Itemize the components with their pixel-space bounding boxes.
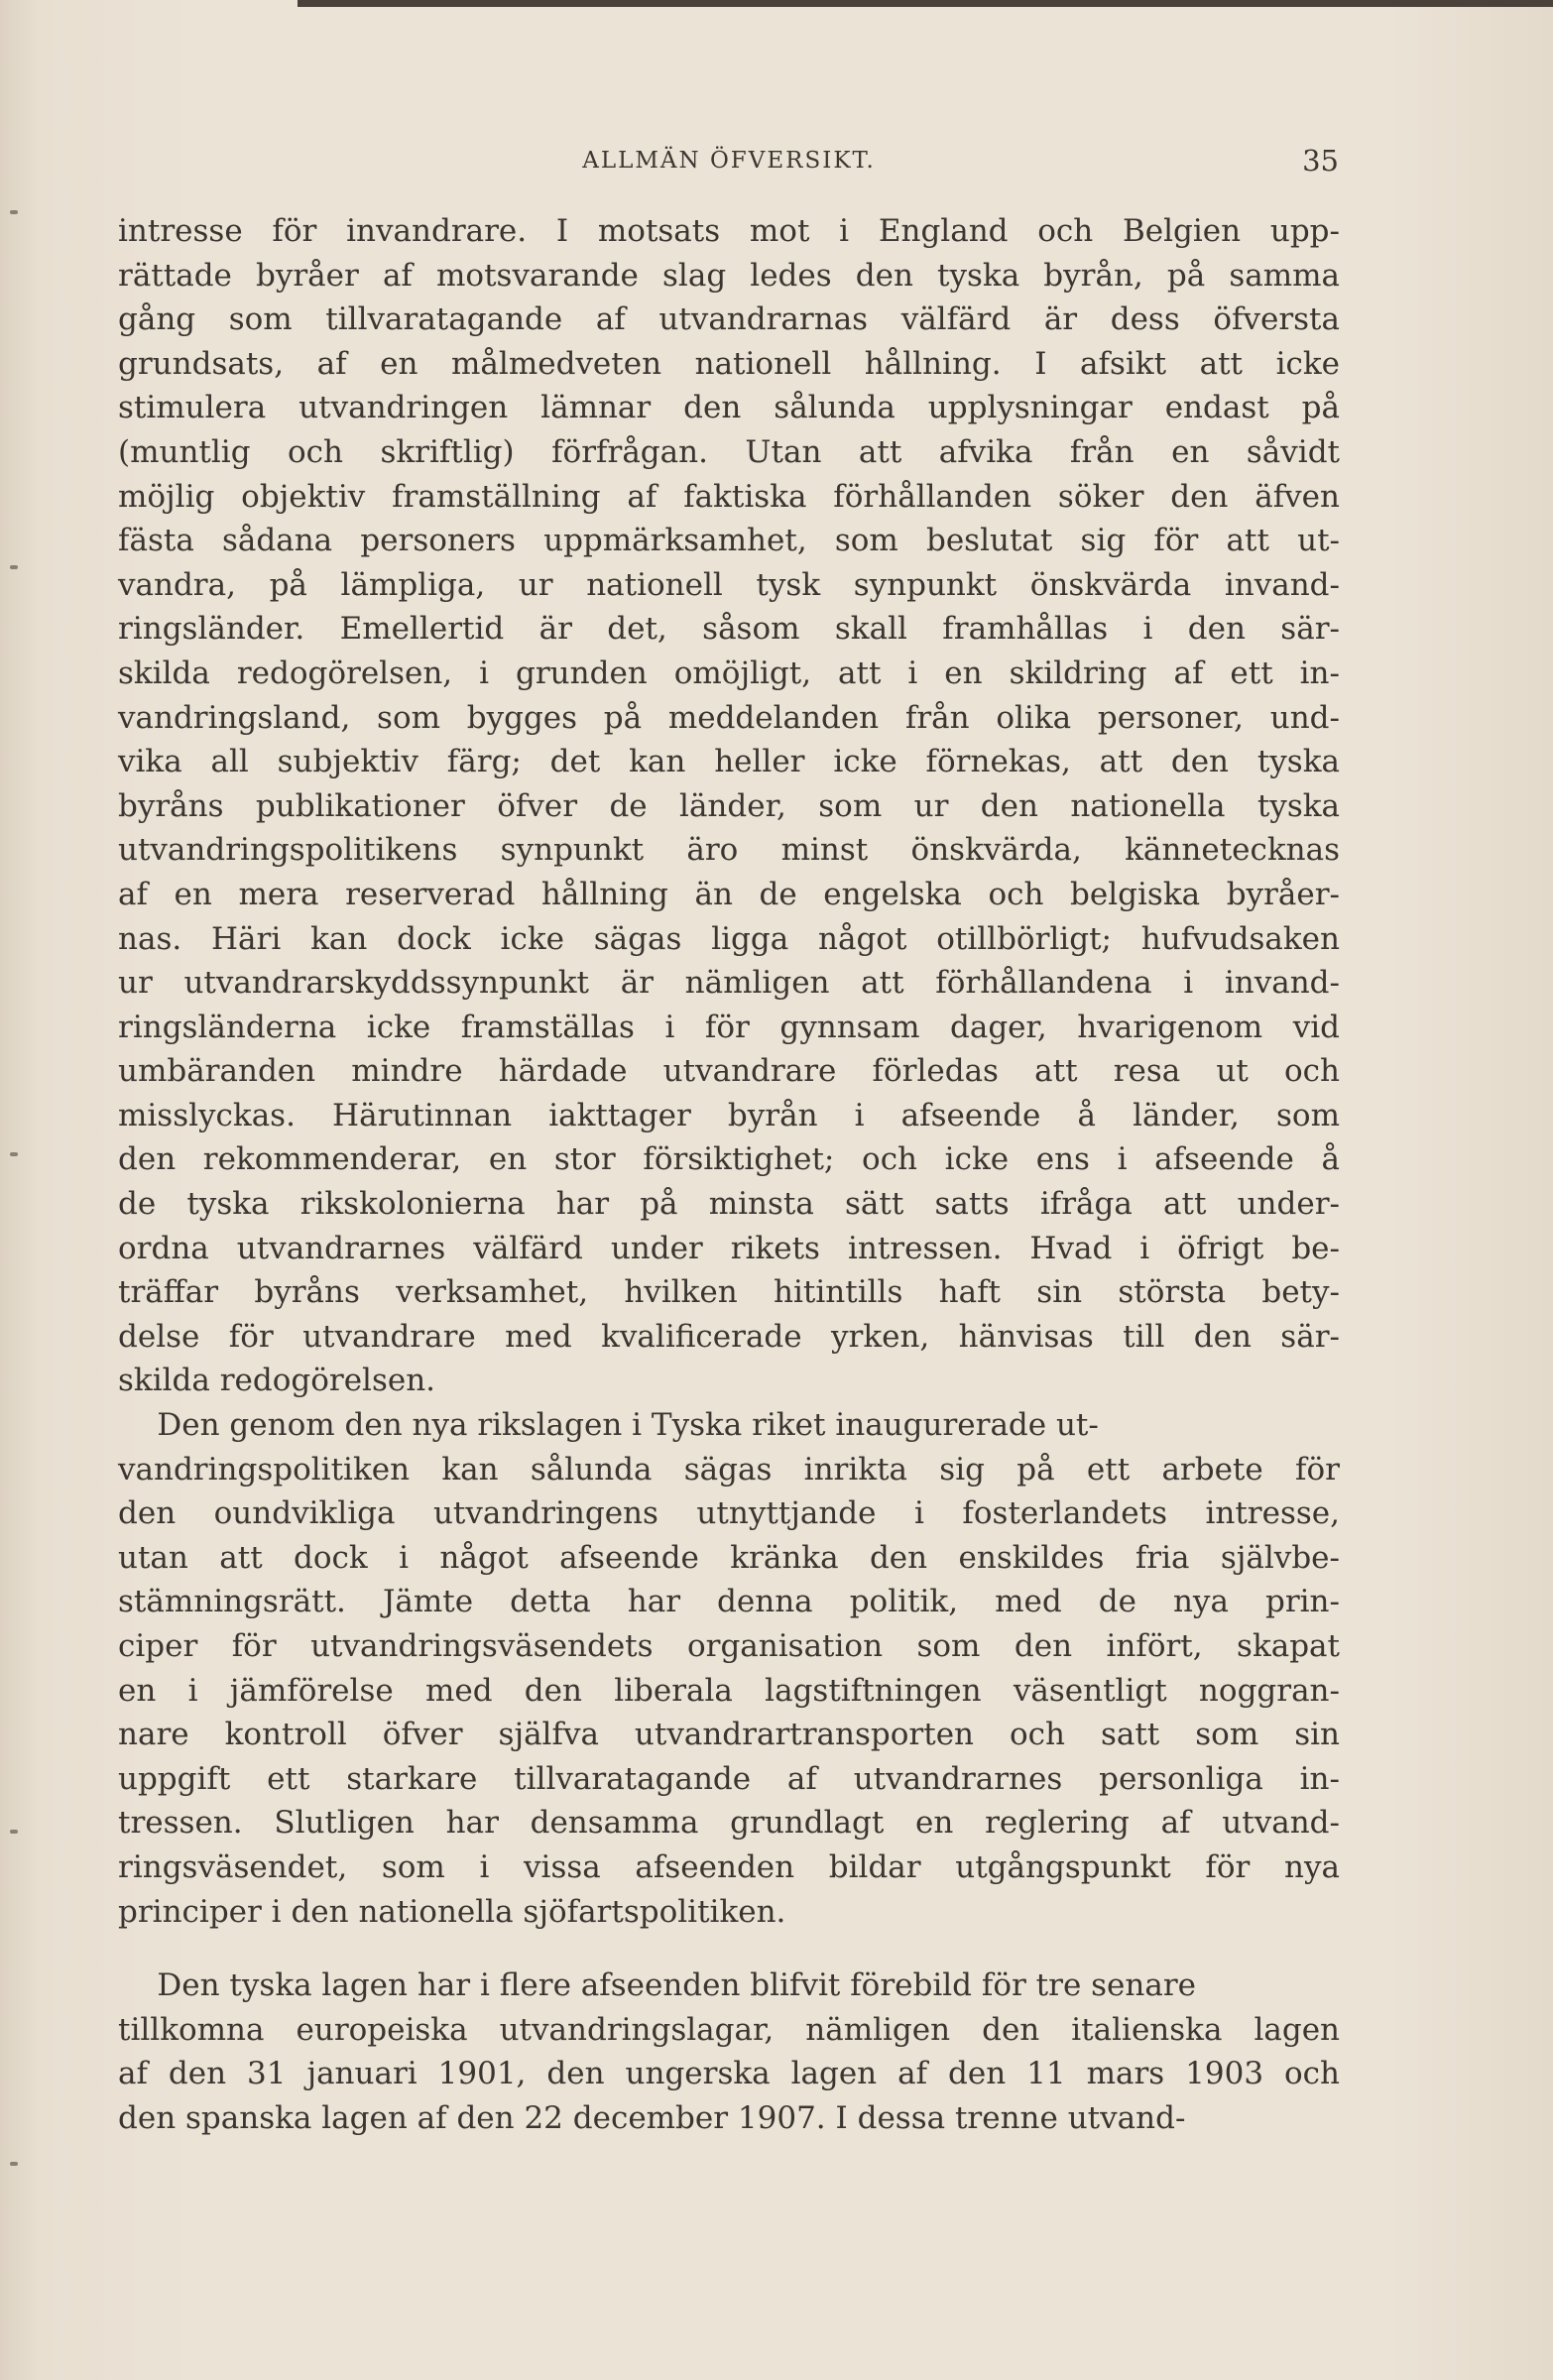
text-line: af den 31 januari 1901, den ungerska lagen af den 11 mars 1903 och (118, 2056, 1340, 2092)
running-title: ALLMÄN ÖFVERSIKT. (582, 148, 876, 174)
text-line: tressen. Slutligen har densamma grundlagt en reglering af utvand- (118, 1805, 1340, 1842)
text-line: grundsats, af en målmedveten nationell hållning. I afsikt att icke (118, 345, 1340, 382)
page-number: 35 (1302, 144, 1339, 178)
text-line: stimulera utvandringen lämnar den sålunda upplysningar endast på (118, 390, 1340, 426)
body-text (118, 209, 1340, 2141)
text-line: den spanska lagen af den 22 december 1907. I dessa trenne utvand- (118, 2099, 1186, 2136)
paragraph-gap (118, 1934, 1340, 1964)
margin-mark (10, 565, 18, 569)
text-line: den oundvikliga utvandringens utnyttjande i fosterlandets intresse, (118, 1495, 1340, 1532)
text-line: vandringspolitiken kan sålunda sägas inrikta sig på ett arbete för (118, 1451, 1340, 1488)
margin-mark (10, 1152, 18, 1156)
paragraph (118, 209, 1340, 1403)
text-line: utan att dock i något afseende kränka den enskildes fria självbe- (118, 1539, 1340, 1576)
text-line: gång som tillvaratagande af utvandrarnas välfärd är dess öfversta (118, 301, 1340, 338)
text-line: misslyckas. Härutinnan iakttager byrån i afseende å länder, som (118, 1097, 1340, 1133)
text-line: principer i den nationella sjöfartspolitiken. (118, 1893, 786, 1930)
text-line: vandra, på lämpliga, ur nationell tysk synpunkt önskvärda invand- (118, 566, 1340, 603)
text-line: en i jämförelse med den liberala lagstiftningen väsentligt noggran- (118, 1672, 1340, 1709)
text-line: uppgift ett starkare tillvaratagande af utvandrarnes personliga in- (118, 1760, 1340, 1797)
text-line: ringsländerna icke framställas i för gynnsam dager, hvarigenom vid (118, 1009, 1340, 1045)
margin-mark (10, 1830, 18, 1834)
paragraph (118, 1964, 1340, 2140)
text-line: fästa sådana personers uppmärksamhet, som beslutat sig för att ut- (118, 523, 1340, 559)
text-line: delse för utvandrare med kvalificerade yrken, hänvisas till den sär- (118, 1318, 1340, 1355)
text-line: vika all subjektiv färg; det kan heller icke förnekas, att den tyska (118, 744, 1340, 780)
text-line: möjlig objektiv framställning af faktiska förhållanden söker den äfven (118, 478, 1340, 515)
text-line: stämningsrätt. Jämte detta har denna politik, med de nya prin- (118, 1584, 1340, 1620)
text-line: skilda redogörelsen, i grunden omöjligt, att i en skildring af ett in- (118, 654, 1340, 691)
text-line: ciper för utvandringsväsendets organisation som den infört, skapat (118, 1628, 1340, 1664)
text-line: ur utvandrarskyddssynpunkt är nämligen att förhållandena i invand- (118, 965, 1340, 1002)
page-header (119, 141, 1339, 180)
text-line: nare kontroll öfver själfva utvandrartransporten och satt som sin (118, 1717, 1340, 1753)
text-line: rättade byråer af motsvarande slag ledes den tyska byrån, på samma (118, 257, 1340, 294)
margin-mark (10, 2162, 18, 2166)
text-line: byråns publikationer öfver de länder, som ur den nationella tyska (118, 787, 1340, 824)
text-line: vandringsland, som bygges på meddelanden från olika personer, und- (118, 699, 1340, 736)
text-line: intresse för invandrare. I motsats mot i England och Belgien upp- (118, 213, 1340, 249)
text-line: utvandringspolitikens synpunkt äro minst önskvärda, kännetecknas (118, 832, 1340, 869)
margin-mark (10, 210, 18, 214)
text-line: ordna utvandrarnes välfärd under rikets intressen. Hvad i öfrigt be- (118, 1230, 1340, 1266)
text-line: umbäranden mindre härdade utvandrare förledas att resa ut och (118, 1053, 1340, 1090)
text-line: ringsväsendet, som i vissa afseenden bildar utgångspunkt för nya (118, 1848, 1340, 1885)
text-line: (muntlig och skriftlig) förfrågan. Utan att afvika från en såvidt (118, 433, 1340, 470)
paragraph (118, 1403, 1340, 1934)
text-line: skilda redogörelsen. (118, 1363, 436, 1399)
text-line: af en mera reserverad hållning än de engelska och belgiska byråer- (118, 876, 1340, 912)
text-line: tillkomna europeiska utvandringslagar, nämligen den italienska lagen (118, 2011, 1340, 2048)
text-line: Den tyska lagen har i flere afseenden blifvit förebild för tre senare (118, 1967, 1197, 2004)
text-line: den rekommenderar, en stor försiktighet; och icke ens i afseende å (118, 1141, 1340, 1178)
text-line: Den genom den nya rikslagen i Tyska riket inaugurerade ut- (118, 1407, 1099, 1444)
top-rule (298, 0, 1553, 7)
text-line: de tyska rikskolonierna har på minsta sätt satts ifråga att under- (118, 1186, 1340, 1223)
text-line: ringsländer. Emellertid är det, såsom skall framhållas i den sär- (118, 611, 1340, 648)
text-line: nas. Häri kan dock icke sägas ligga något otillbörligt; hufvudsaken (118, 920, 1340, 957)
text-line: träffar byråns verksamhet, hvilken hitintills haft sin största bety- (118, 1274, 1340, 1311)
